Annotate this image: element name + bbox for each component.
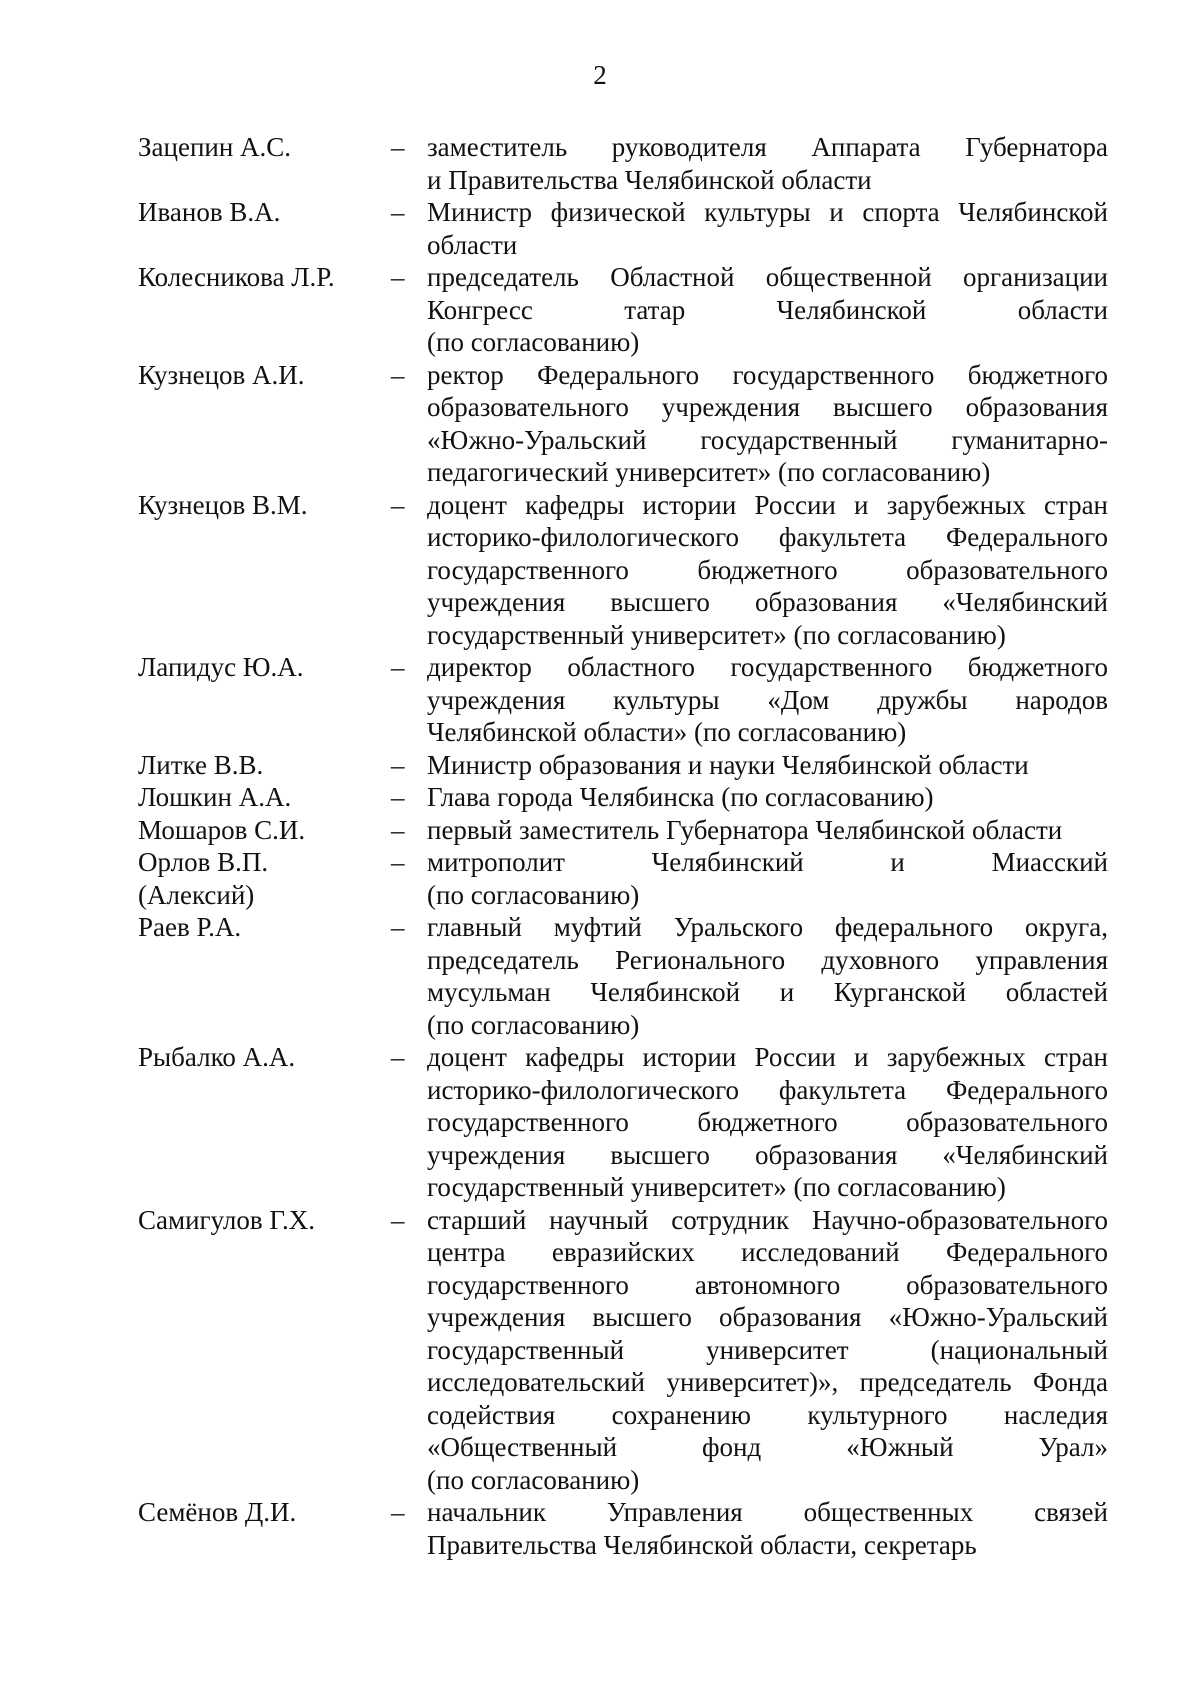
member-entry (138, 814, 1108, 847)
member-entry (138, 1041, 1108, 1204)
position-line: Правительства Челябинской области, секретарь (427, 1529, 977, 1560)
member-position (427, 489, 1108, 652)
dash-separator: – (391, 814, 405, 845)
member-entry (138, 261, 1108, 359)
member-name: Лошкин А.А. (138, 782, 292, 812)
dash-separator: – (391, 262, 405, 292)
member-name: Кузнецов В.М. (138, 489, 308, 520)
position-line: первый заместитель Губернатора Челябинской области (427, 814, 1063, 845)
dash-separator: – (391, 359, 405, 390)
dash-separator: – (391, 749, 405, 780)
position-line: исследовательский университет)», председатель Фонда (427, 1367, 1108, 1397)
position-line: государственного автономного образовательного (427, 1269, 1108, 1300)
position-line: Челябинской области» (по согласованию) (427, 717, 907, 747)
position-line: содействия сохранению культурного наследия (427, 1399, 1108, 1430)
member-name: Литке В.В. (138, 749, 264, 780)
position-line: (по согласованию) (427, 1009, 640, 1040)
position-line: историко-филологического факультета Федерального (427, 522, 1108, 552)
position-line: и Правительства Челябинской области (427, 164, 872, 195)
page-number: 2 (593, 60, 607, 90)
member-entry (138, 1204, 1108, 1497)
position-line: начальник Управления общественных связей (427, 1497, 1108, 1527)
position-line: (по согласованию) (427, 879, 640, 910)
position-line: главный муфтий Уральского федерального округа, (427, 912, 1108, 942)
dash-separator: – (391, 1497, 405, 1527)
dash-separator: – (391, 847, 405, 877)
member-name: Зацепин А.С. (138, 132, 292, 162)
dash-separator: – (391, 1204, 405, 1235)
member-name: Колесникова Л.Р. (138, 262, 335, 292)
member-position (427, 651, 1108, 749)
member-position (427, 814, 1108, 847)
position-line: государственный университет» (по согласованию) (427, 619, 1006, 650)
position-line: директор областного государственного бюджетного (427, 652, 1108, 682)
member-name: Кузнецов А.И. (138, 359, 305, 390)
member-position (427, 196, 1108, 261)
dash-separator: – (391, 489, 405, 520)
member-name: Семёнов Д.И. (138, 1497, 297, 1527)
member-position (427, 359, 1108, 489)
commission-member-list (138, 131, 1108, 1561)
member-name: Лапидус Ю.А. (138, 652, 304, 682)
dash-separator: – (391, 782, 405, 812)
member-position (427, 781, 1108, 814)
position-line: центра евразийских исследований Федерального (427, 1237, 1108, 1267)
member-position (427, 261, 1108, 359)
position-line: учреждения высшего образования «Южно-Уральский (427, 1302, 1108, 1332)
position-line: (по согласованию) (427, 327, 640, 357)
member-entry (138, 1496, 1108, 1561)
member-entry (138, 359, 1108, 489)
member-entry (138, 846, 1108, 911)
position-line: «Южно-Уральский государственный гуманитарно- (427, 424, 1108, 455)
member-position (427, 1496, 1108, 1561)
position-line: учреждения культуры «Дом дружбы народов (427, 684, 1108, 715)
member-entry (138, 651, 1108, 749)
member-entry (138, 911, 1108, 1041)
member-entry (138, 781, 1108, 814)
member-position (427, 846, 1108, 911)
dash-separator: – (391, 197, 405, 227)
member-entry (138, 749, 1108, 782)
position-line: Глава города Челябинска (по согласованию) (427, 782, 934, 812)
position-line: учреждения высшего образования «Челябинский (427, 587, 1108, 617)
position-line: ректор Федерального государственного бюджетного (427, 359, 1108, 390)
position-line: доцент кафедры истории России и зарубежных стран (427, 489, 1108, 520)
member-name: Орлов В.П. (Алексий) (138, 847, 269, 910)
position-line: мусульман Челябинской и Курганской областей (427, 977, 1108, 1007)
dash-separator: – (391, 1042, 405, 1072)
member-position (427, 749, 1108, 782)
position-line: государственного бюджетного образовательного (427, 554, 1108, 585)
member-entry (138, 131, 1108, 196)
dash-separator: – (391, 132, 405, 162)
position-line: историко-филологического факультета Федерального (427, 1074, 1108, 1105)
member-position (427, 1041, 1108, 1204)
position-line: педагогический университет» (по согласованию) (427, 457, 991, 487)
member-position (427, 131, 1108, 196)
position-line: области (427, 229, 518, 260)
position-line: старший научный сотрудник Научно-образовательного (427, 1204, 1108, 1235)
position-line: государственный университет» (по согласованию) (427, 1172, 1006, 1202)
member-entry (138, 489, 1108, 652)
position-line: образовательного учреждения высшего образования (427, 392, 1108, 422)
position-line: митрополит Челябинский и Миасский (427, 847, 1108, 877)
member-entry (138, 196, 1108, 261)
position-line: «Общественный фонд «Южный Урал» (427, 1432, 1108, 1462)
position-line: доцент кафедры истории России и зарубежных стран (427, 1042, 1108, 1072)
dash-separator: – (391, 652, 405, 682)
member-name: Самигулов Г.Х. (138, 1204, 315, 1235)
member-name: Раев Р.А. (138, 912, 242, 942)
member-name: Иванов В.А. (138, 197, 281, 227)
position-line: заместитель руководителя Аппарата Губернатора (427, 132, 1108, 162)
member-position (427, 1204, 1108, 1497)
position-line: учреждения высшего образования «Челябинский (427, 1139, 1108, 1170)
position-line: государственного бюджетного образовательного (427, 1107, 1108, 1137)
dash-separator: – (391, 912, 405, 942)
member-position (427, 911, 1108, 1041)
member-name: Мошаров С.И. (138, 814, 306, 845)
position-line: председатель Областной общественной организации (427, 262, 1108, 292)
position-line: государственный университет (национальный (427, 1334, 1108, 1365)
position-line: председатель Регионального духовного управления (427, 944, 1108, 975)
position-line: Министр образования и науки Челябинской области (427, 749, 1029, 780)
member-name: Рыбалко А.А. (138, 1042, 296, 1072)
position-line: Конгресс татар Челябинской области (427, 294, 1108, 325)
position-line: Министр физической культуры и спорта Челябинской (427, 197, 1108, 227)
position-line: (по согласованию) (427, 1464, 640, 1495)
